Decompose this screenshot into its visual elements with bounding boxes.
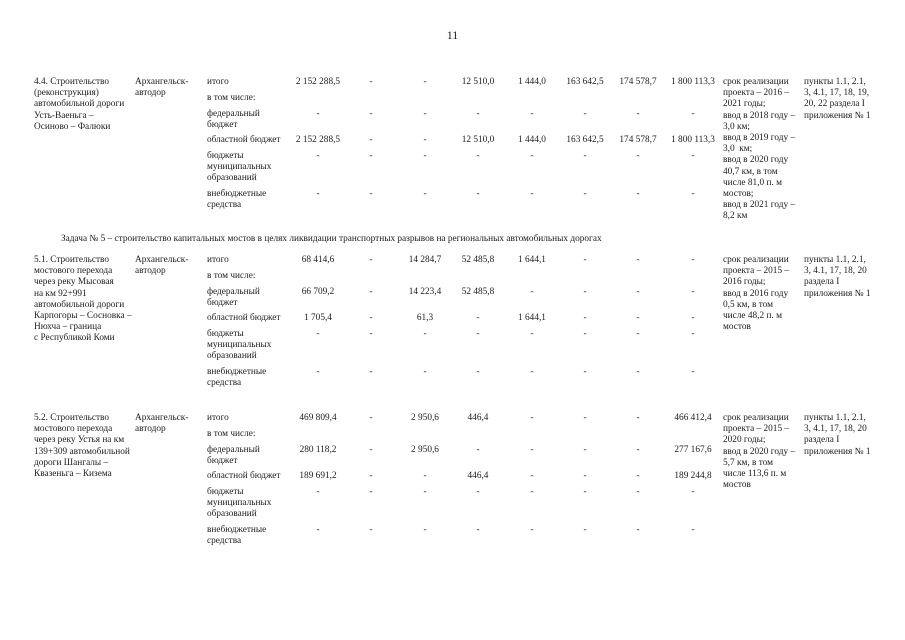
funding-source-label: федеральный бюджет — [207, 445, 260, 467]
item-executor: Архангельск- автодор — [135, 413, 189, 435]
funding-value: 2 950,6 — [411, 413, 439, 423]
item-block-5-2 — [0, 413, 905, 563]
funding-value: - — [369, 367, 373, 377]
funding-value: - — [636, 445, 640, 455]
funding-value: 446,4 — [467, 471, 489, 481]
funding-value: 1 800 113,3 — [671, 77, 715, 87]
item-expected-result: срок реализации проекта – 2016 – 2021 годы; ввод в 2018 году – 3,0 км; ввод в 2019 году – 3,0 км; ввод в 2020 году 40,7 км, в том числе 81,0 п. м мостов; ввод в 2021 году – 8,2 км — [723, 77, 796, 222]
funding-value: - — [423, 189, 427, 199]
funding-value: - — [476, 313, 480, 323]
funding-source-label: федеральный бюджет — [207, 287, 260, 309]
funding-value: 61,3 — [416, 313, 434, 323]
funding-value: - — [691, 189, 695, 199]
funding-value: - — [423, 135, 427, 145]
funding-value: - — [530, 151, 534, 161]
funding-value: - — [691, 487, 695, 497]
funding-value: - — [369, 313, 373, 323]
funding-value: - — [691, 525, 695, 535]
funding-value: - — [369, 189, 373, 199]
funding-source-label: областной бюджет — [207, 135, 281, 145]
funding-value: - — [583, 525, 587, 535]
item-name: 5.1. Строительство мостового перехода через реку Мысовая на км 92+991 автомобильной дороги Карпогоры – Сосновка – Нюхча – граница с Республикой Коми — [34, 255, 132, 344]
funding-value: - — [423, 487, 427, 497]
funding-value: - — [423, 109, 427, 119]
funding-value: 12 510,0 — [461, 135, 495, 145]
funding-value: - — [636, 255, 640, 265]
funding-value: 277 167,6 — [674, 445, 712, 455]
funding-value: - — [530, 109, 534, 119]
funding-value: 14 223,4 — [408, 287, 442, 297]
funding-value: - — [316, 367, 320, 377]
funding-source-label: внебюджетные средства — [207, 367, 267, 389]
funding-value: - — [583, 287, 587, 297]
funding-value: - — [691, 313, 695, 323]
funding-value: 12 510,0 — [461, 77, 495, 87]
task-heading: Задача № 5 – строительство капитальных мостов в целях ликвидации транспортных разрывов на региональных автомобильных дорогах — [61, 234, 602, 244]
funding-value: - — [423, 329, 427, 339]
funding-value: 1 705,4 — [304, 313, 332, 323]
funding-value: - — [423, 525, 427, 535]
funding-value: - — [636, 189, 640, 199]
funding-value: 1 800 113,3 — [671, 135, 715, 145]
funding-source-label: федеральный бюджет — [207, 109, 260, 131]
funding-value: - — [530, 525, 534, 535]
item-block-5-1 — [0, 255, 905, 405]
funding-source-label: в том числе: — [207, 271, 256, 281]
funding-value: - — [369, 151, 373, 161]
funding-source-label: внебюджетные средства — [207, 189, 267, 211]
page-number: 11 — [446, 28, 459, 42]
funding-value: - — [691, 329, 695, 339]
funding-value: - — [530, 413, 534, 423]
funding-value: 280 118,2 — [299, 445, 337, 455]
funding-value: - — [530, 445, 534, 455]
funding-value: - — [583, 189, 587, 199]
funding-source-label: областной бюджет — [207, 313, 281, 323]
funding-value: 52 485,8 — [461, 255, 495, 265]
item-name: 4.4. Строительство (реконструкция) автомобильной дороги Усть-Ваеньга – Осиново – Фалюки — [34, 77, 125, 132]
funding-value: - — [583, 487, 587, 497]
funding-value: - — [476, 525, 480, 535]
funding-value: - — [369, 287, 373, 297]
funding-value: - — [369, 329, 373, 339]
funding-value: 1 444,0 — [518, 77, 546, 87]
funding-value: - — [636, 413, 640, 423]
funding-value: - — [369, 77, 373, 87]
funding-value: - — [369, 445, 373, 455]
funding-value: - — [369, 135, 373, 145]
funding-value: - — [369, 471, 373, 481]
funding-value: - — [316, 525, 320, 535]
funding-value: 2 152 288,5 — [295, 135, 341, 145]
item-name: 5.2. Строительство мостового перехода через реку Устья на км 139+309 автомобильной дороги Шангалы – Квазеньга – Кизема — [34, 413, 130, 480]
funding-value: 189 244,8 — [674, 471, 712, 481]
funding-value: - — [636, 287, 640, 297]
funding-value: - — [369, 255, 373, 265]
funding-source-label: бюджеты муниципальных образований — [207, 487, 272, 520]
funding-value: - — [583, 329, 587, 339]
funding-value: 469 809,4 — [299, 413, 337, 423]
funding-value: - — [530, 471, 534, 481]
funding-value: - — [476, 445, 480, 455]
item-executor: Архангельск- автодор — [135, 255, 189, 277]
funding-source-label: бюджеты муниципальных образований — [207, 151, 272, 184]
funding-value: - — [369, 487, 373, 497]
funding-value: - — [636, 151, 640, 161]
funding-value: 2 950,6 — [411, 445, 439, 455]
funding-value: - — [476, 109, 480, 119]
funding-value: - — [636, 313, 640, 323]
funding-value: 14 284,7 — [408, 255, 442, 265]
funding-value: - — [691, 109, 695, 119]
funding-value: 1 444,0 — [518, 135, 546, 145]
item-reference: пункты 1.1, 2.1, 3, 4.1, 17, 18, 20 раздела I приложения № 1 — [804, 255, 871, 299]
funding-source-label: итого — [207, 255, 229, 265]
funding-value: 446,4 — [467, 413, 489, 423]
funding-source-label: итого — [207, 77, 229, 87]
funding-value: 66 709,2 — [301, 287, 335, 297]
funding-source-label: внебюджетные средства — [207, 525, 267, 547]
funding-value: - — [583, 313, 587, 323]
funding-value: - — [530, 329, 534, 339]
funding-value: - — [583, 413, 587, 423]
funding-value: 163 642,5 — [566, 135, 604, 145]
funding-value: - — [583, 367, 587, 377]
funding-value: - — [369, 413, 373, 423]
funding-value: - — [316, 189, 320, 199]
funding-source-label: бюджеты муниципальных образований — [207, 329, 272, 362]
funding-value: - — [476, 189, 480, 199]
funding-value: - — [636, 487, 640, 497]
funding-value: - — [636, 525, 640, 535]
item-expected-result: срок реализации проекта – 2015 – 2020 годы; ввод в 2020 году – 5,7 км, в том числе 113,6 п. м мостов — [723, 413, 796, 491]
funding-value: - — [369, 109, 373, 119]
funding-source-label: областной бюджет — [207, 471, 281, 481]
funding-value: - — [316, 151, 320, 161]
funding-source-label: в том числе: — [207, 429, 256, 439]
item-block-4-4 — [0, 77, 905, 227]
funding-value: - — [691, 151, 695, 161]
funding-value: - — [476, 487, 480, 497]
funding-value: - — [423, 367, 427, 377]
funding-value: - — [583, 471, 587, 481]
funding-value: 52 485,8 — [461, 287, 495, 297]
funding-value: - — [316, 487, 320, 497]
funding-value: - — [476, 329, 480, 339]
funding-value: - — [691, 367, 695, 377]
funding-value: 174 578,7 — [619, 135, 657, 145]
funding-value: - — [583, 151, 587, 161]
funding-value: - — [691, 287, 695, 297]
funding-value: 466 412,4 — [674, 413, 712, 423]
funding-value: - — [423, 151, 427, 161]
funding-value: - — [583, 445, 587, 455]
funding-value: - — [316, 329, 320, 339]
funding-value: - — [476, 367, 480, 377]
funding-value: - — [530, 487, 534, 497]
funding-source-label: в том числе: — [207, 93, 256, 103]
funding-value: - — [530, 367, 534, 377]
funding-value: - — [691, 255, 695, 265]
funding-value: - — [369, 525, 373, 535]
funding-value: 1 644,1 — [518, 313, 546, 323]
funding-value: - — [636, 109, 640, 119]
funding-value: - — [530, 287, 534, 297]
funding-value: - — [583, 109, 587, 119]
funding-value: - — [316, 109, 320, 119]
funding-value: - — [423, 471, 427, 481]
item-reference: пункты 1.1, 2.1, 3, 4.1, 17, 18, 19, 20, 22 раздела I приложения № 1 — [804, 77, 871, 121]
funding-value: - — [423, 77, 427, 87]
funding-value: 163 642,5 — [566, 77, 604, 87]
funding-source-label: итого — [207, 413, 229, 423]
item-executor: Архангельск- автодор — [135, 77, 189, 99]
funding-value: 2 152 288,5 — [295, 77, 341, 87]
funding-value: - — [636, 367, 640, 377]
funding-value: - — [636, 329, 640, 339]
funding-value: - — [636, 471, 640, 481]
item-expected-result: срок реализации проекта – 2015 – 2016 годы; ввод в 2016 году 0,5 км, в том числе 48,2 п. м мостов — [723, 255, 790, 333]
funding-value: - — [476, 151, 480, 161]
funding-value: 1 644,1 — [518, 255, 546, 265]
funding-value: 189 691,2 — [299, 471, 337, 481]
funding-value: - — [583, 255, 587, 265]
item-reference: пункты 1.1, 2.1, 3, 4.1, 17, 18, 20 раздела I приложения № 1 — [804, 413, 871, 457]
funding-value: - — [530, 189, 534, 199]
funding-value: 174 578,7 — [619, 77, 657, 87]
funding-value: 68 414,6 — [301, 255, 335, 265]
